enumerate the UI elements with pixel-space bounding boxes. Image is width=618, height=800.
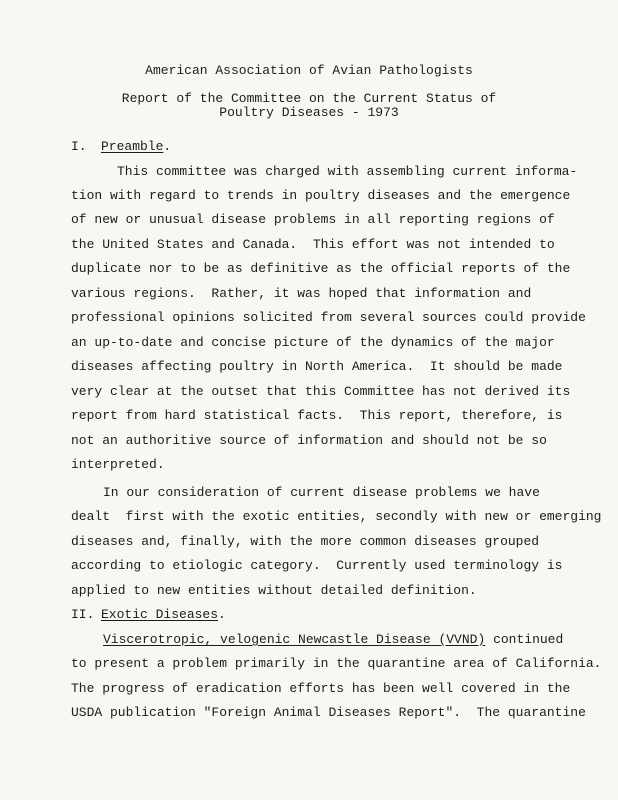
paragraph-line: the United States and Canada. This effort was not intended to [71, 237, 555, 252]
section-heading-preamble [71, 140, 171, 154]
vvnd-term: Viscerotropic, velogenic Newcastle Disease (VVND) [103, 632, 486, 647]
paragraph-line: not an authoritive source of information and should not be so [71, 433, 547, 448]
paragraph-line: report from hard statistical facts. This report, therefore, is [71, 408, 563, 423]
report-title-line1: Report of the Committee on the Current Status of [121, 91, 497, 106]
paragraph-line: dealt first with the exotic entities, secondly with new or emerging [71, 509, 602, 524]
paragraph-line: professional opinions solicited from several sources could provide [71, 310, 586, 325]
section-title-period: . [163, 139, 172, 154]
section-number: II. [71, 607, 95, 622]
section-heading-exotic-diseases [71, 608, 226, 622]
paragraph-line: applied to new entities without detailed definition. [71, 583, 477, 598]
paragraph-line: an up-to-date and concise picture of the dynamics of the major [71, 335, 555, 350]
section-title-period: . [218, 607, 226, 622]
paragraph-line: diseases affecting poultry in North America. It should be made [71, 359, 563, 374]
paragraph-line [103, 633, 563, 647]
paragraph-line: according to etiologic category. Currently used terminology is [71, 558, 563, 573]
paragraph-line: The progress of eradication efforts has been well covered in the [71, 681, 571, 696]
paragraph-line: interpreted. [71, 457, 165, 472]
org-title: American Association of Avian Pathologists [145, 63, 473, 78]
paragraph-line: duplicate nor to be as definitive as the official reports of the [71, 261, 571, 276]
vvnd-continuation: continued [485, 632, 564, 647]
paragraph-line: In our consideration of current disease problems we have [103, 485, 540, 500]
paragraph-line: to present a problem primarily in the quarantine area of California. [71, 656, 602, 671]
paragraph-line: This committee was charged with assembling current informa- [117, 164, 578, 179]
paragraph-line: diseases and, finally, with the more common diseases grouped [71, 534, 540, 549]
section-number: I. [71, 139, 87, 154]
section-title: Exotic Diseases [101, 607, 219, 622]
report-title-line2: Poultry Diseases - 1973 [219, 105, 399, 120]
paragraph-line: of new or unusual disease problems in all reporting regions of [71, 212, 555, 227]
paragraph-line: tion with regard to trends in poultry diseases and the emergence [71, 188, 571, 203]
paragraph-line: very clear at the outset that this Committee has not derived its [71, 384, 571, 399]
paragraph-line: various regions. Rather, it was hoped that information and [71, 286, 532, 301]
paragraph-line: USDA publication "Foreign Animal Diseases Report". The quarantine [71, 705, 586, 720]
section-title: Preamble [101, 139, 164, 154]
